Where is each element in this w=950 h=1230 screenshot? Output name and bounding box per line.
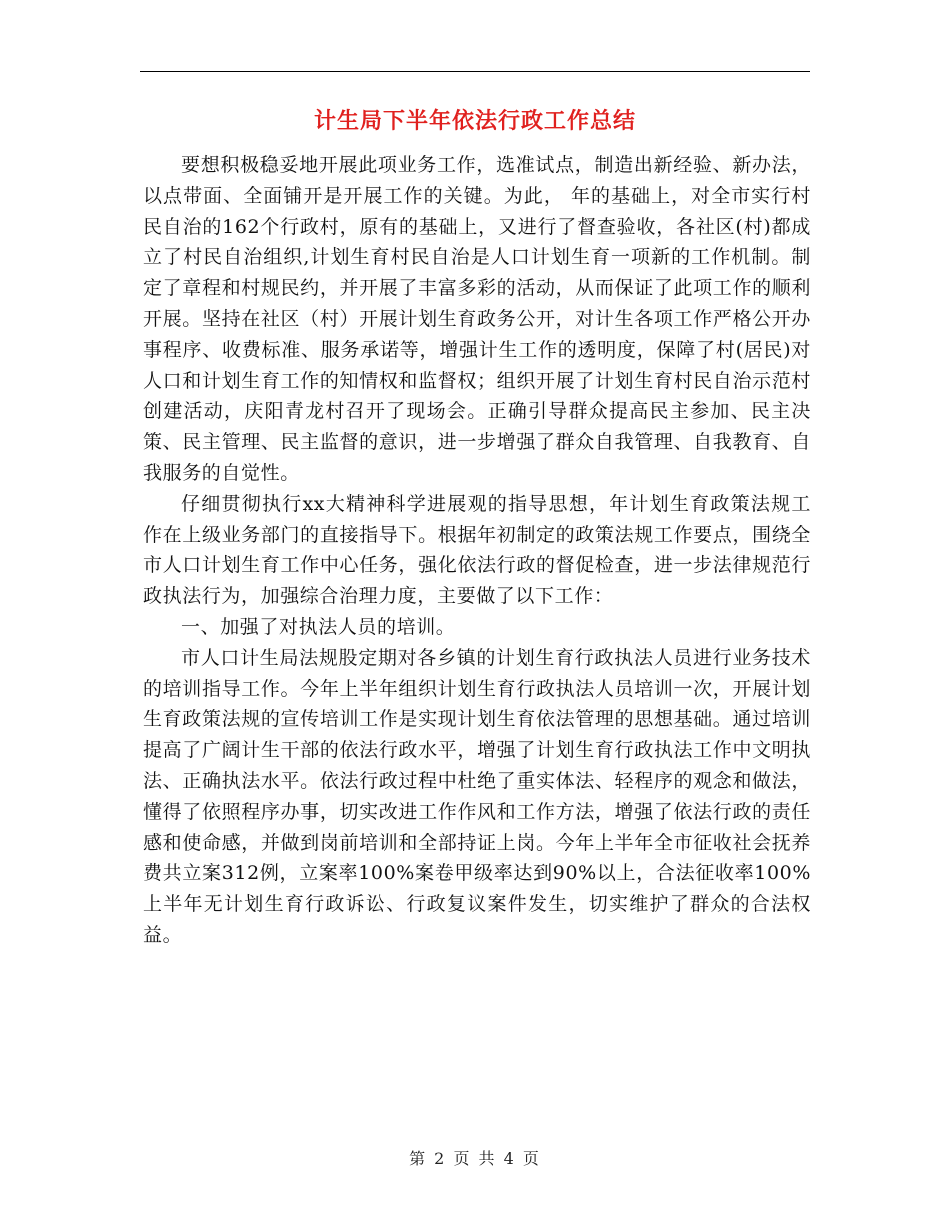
header-rule bbox=[140, 71, 810, 72]
section-heading-1: 一、加强了对执法人员的培训。 bbox=[181, 615, 456, 638]
paragraph-1: 要想积极稳妥地开展此项业务工作，选准试点，制造出新经验、新办法，以点带面、全面铺开是开展工作的关键。为此， 年的基础上，对全市实行村民自治的162个行政村，原有的基础上，又进行了督查验收，各社区(村)都成立了村民自治组织,计划生育村民自治是人口计划生育一项新的工作机制。制定了章程和村规民约，并开展了丰富多彩的活动，从而保证了此项工作的顺利开展。坚持在社区（村）开展计划生育政务公开，对计生各项工作严格公开办事程序、收费标准、服务承诺等，增强计生工作的透明度，保障了村(居民)对人口和计划生育工作的知情权和监督权；组织开展了计划生育村民自治示范村创建活动，庆阳青龙村召开了现场会。正确引导群众提高民主参加、民主决策、民主管理、民主监督的意识，进一步增强了群众自我管理、自我教育、自我服务的自觉性。 bbox=[143, 154, 811, 484]
document-title: 计生局下半年依法行政工作总结 bbox=[313, 108, 636, 134]
document-body bbox=[143, 150, 811, 951]
paragraph-2: 仔细贯彻执行xx大精神科学进展观的指导思想，年计划生育政策法规工作在上级业务部门的直接指导下。根据年初制定的政策法规工作要点，围绕全市人口计划生育工作中心任务，强化依法行政的督促检查，进一步法律规范行政执法行为，加强综合治理力度，主要做了以下工作： bbox=[143, 492, 811, 608]
paragraph-3: 市人口计生局法规股定期对各乡镇的计划生育行政执法人员进行业务技术的培训指导工作。今年上半年组织计划生育行政执法人员培训一次，开展计划生育政策法规的宣传培训工作是实现计划生育依法管理的思想基础。通过培训提高了广阔计生干部的依法行政水平，增强了计划生育行政执法工作中文明执法、正确执法水平。依法行政过程中杜绝了重实体法、轻程序的观念和做法，懂得了依照程序办事，切实改进工作作风和工作方法，增强了依法行政的责任感和使命感，并做到岗前培训和全部持证上岗。今年上半年全市征收社会抚养费共立案312例，立案率100%案卷甲级率达到90%以上，合法征收率100%上半年无计划生育行政诉讼、行政复议案件发生，切实维护了群众的合法权益。 bbox=[143, 646, 811, 946]
page-number: 第 2 页 共 4 页 bbox=[409, 1149, 541, 1168]
